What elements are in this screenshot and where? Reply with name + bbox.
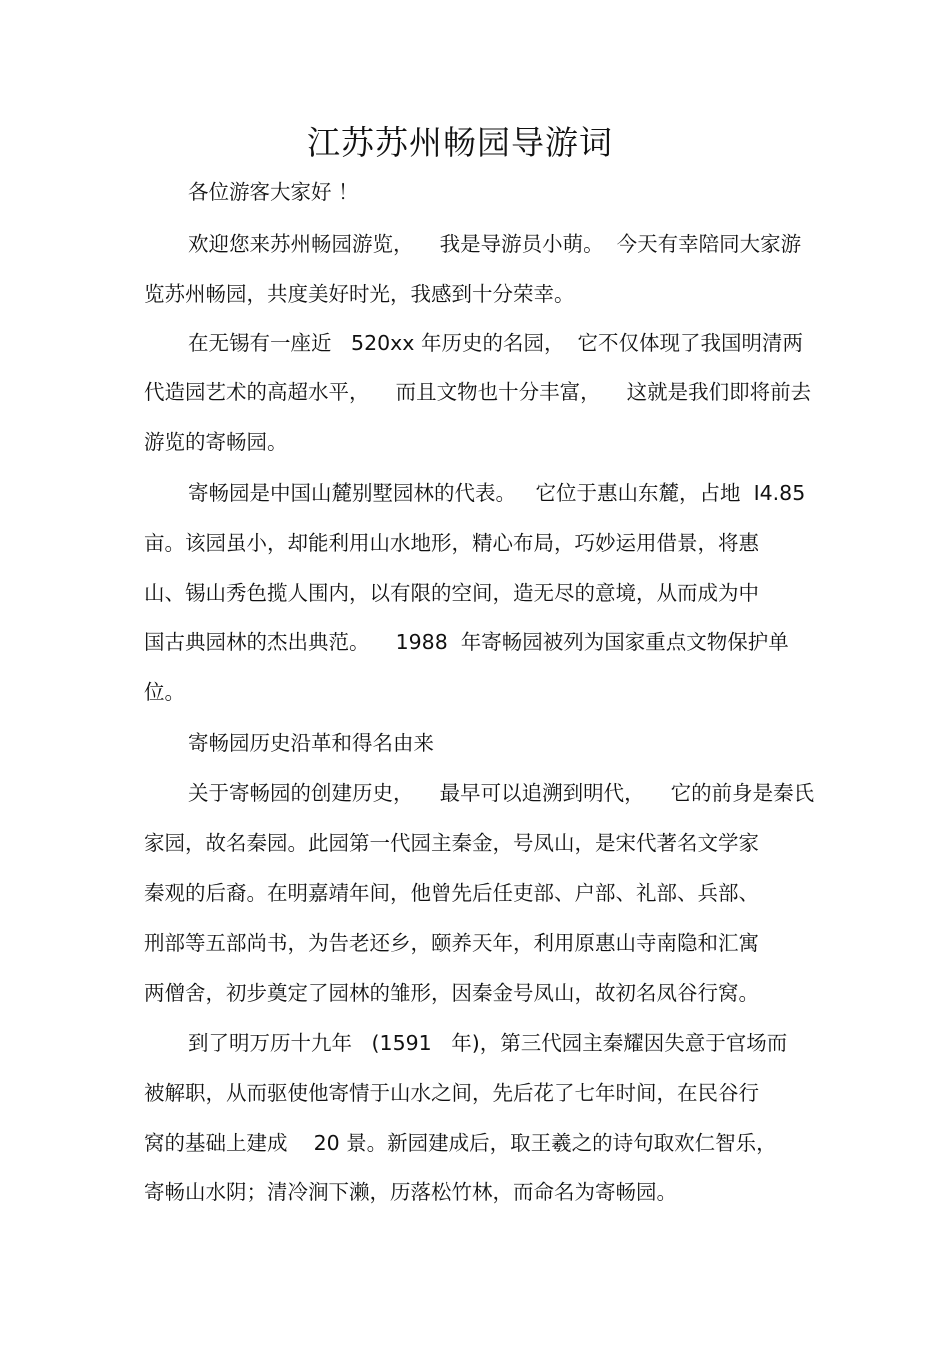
- text-line: 亩。该园虽小，却能利用山水地形，精心布局，巧妙运用借景，将惠: [144, 531, 759, 555]
- text-line: 游览的寄畅园。: [144, 430, 288, 454]
- text-line: 各位游客大家好 ！: [188, 180, 359, 204]
- text-line: 关于寄畅园的创建历史， 最早可以追溯到明代， 它的前身是秦氏: [188, 781, 815, 805]
- text-line: 两僧舍，初步奠定了园林的雏形，因秦金号凤山，故初名凤谷行窝。: [144, 981, 759, 1005]
- text-line: 览苏州畅园，共度美好时光，我感到十分荣幸。: [144, 282, 575, 306]
- text-line: 代造园艺术的高超水平， 而且文物也十分丰富， 这就是我们即将前去: [144, 380, 812, 404]
- text-line: 家园，故名秦园。此园第一代园主秦金，号凤山，是宋代著名文学家: [144, 831, 759, 855]
- text-line: 被解职，从而驱使他寄情于山水之间，先后花了七年时间，在民谷行: [144, 1081, 759, 1105]
- text-line: 位。: [144, 680, 185, 704]
- text-line: 刑部等五部尚书，为告老还乡，颐养天年，利用原惠山寺南隐和汇寓: [144, 931, 759, 955]
- text-line: 山、锡山秀色揽人围内，以有限的空间，造无尽的意境，从而成为中: [144, 581, 759, 605]
- section-heading: 寄畅园历史沿革和得名由来: [188, 731, 434, 755]
- text-line: 秦观的后裔。在明嘉靖年间，他曾先后任吏部、户部、礼部、兵部、: [144, 881, 759, 905]
- text-line: 在无锡有一座近 520xx 年历史的名园， 它不仅体现了我国明清两: [188, 331, 803, 355]
- text-line: 寄畅山水阴；清冷涧下濑，历落松竹林，而命名为寄畅园。: [144, 1180, 677, 1204]
- text-line: 到了明万历十九年 (1591 年)，第三代园主秦耀因失意于官场而: [188, 1031, 788, 1055]
- text-line: 国古典园林的杰出典范。 1988 年寄畅园被列为国家重点文物保护单: [144, 630, 789, 654]
- page-title: 江苏苏州畅园导游词: [307, 123, 613, 162]
- text-line: 欢迎您来苏州畅园游览， 我是导游员小萌。 今天有幸陪同大家游: [188, 232, 802, 256]
- text-line: 窝的基础上建成 20 景。新园建成后，取王羲之的诗句取欢仁智乐，: [144, 1131, 777, 1155]
- text-line: 寄畅园是中国山麓别墅园林的代表。 它位于惠山东麓，占地 I4.85: [188, 481, 806, 505]
